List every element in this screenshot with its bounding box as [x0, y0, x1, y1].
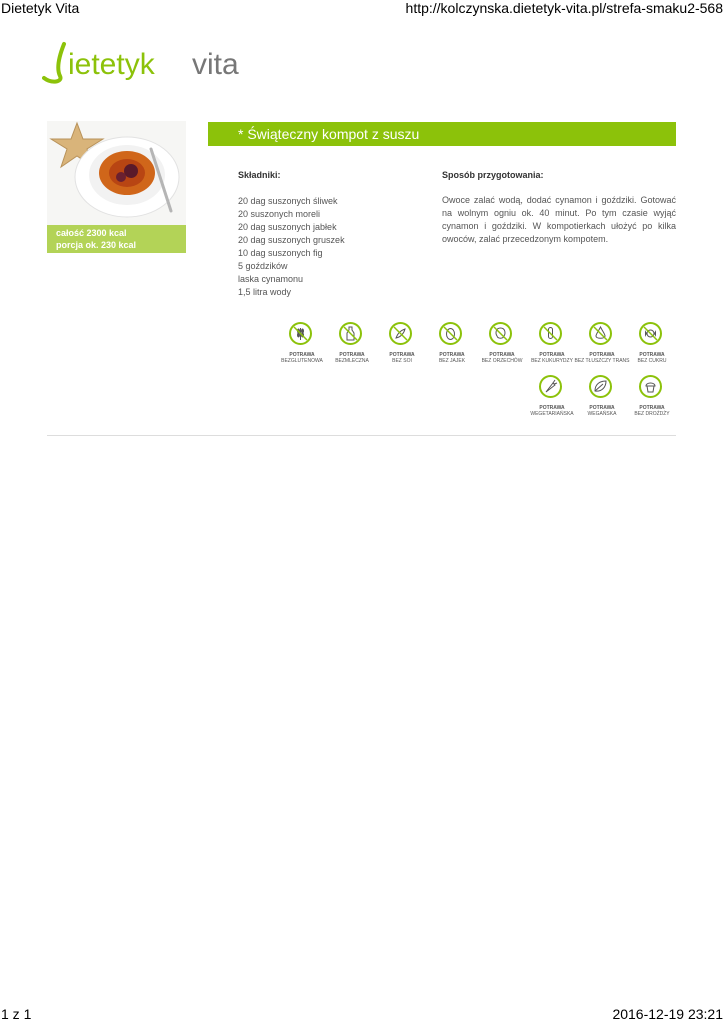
svg-text:vita: vita	[192, 48, 239, 81]
muffin-icon	[642, 378, 659, 395]
print-footer-datetime: 2016-12-19 23:21	[612, 1006, 723, 1022]
wheat-icon	[292, 325, 309, 342]
badge-yeast-free: POTRAWA BEZ DROŻDŻY	[629, 375, 675, 425]
badge-egg-free: POTRAWA BEZ JAJEK	[429, 322, 475, 372]
soy-icon	[392, 325, 409, 342]
milk-bottle-icon	[342, 325, 359, 342]
corn-icon	[542, 325, 559, 342]
badge-dairy-free: POTRAWA BEZMLECZNA	[329, 322, 375, 372]
ingredients-heading: Składniki:	[238, 170, 281, 180]
ingredient-item: 20 dag suszonych śliwek	[238, 196, 338, 206]
print-header-title: Dietetyk Vita	[1, 0, 80, 16]
carrot-icon	[542, 378, 559, 395]
badge-soy-free: POTRAWA BEZ SOI	[379, 322, 425, 372]
badge-nut-free: POTRAWA BEZ ORZECHÓW	[479, 322, 525, 372]
leaf-icon	[592, 378, 609, 395]
kcal-portion: porcja ok. 230 kcal	[56, 240, 137, 250]
kcal-box	[47, 225, 186, 253]
print-footer-page: 1 z 1	[1, 1006, 32, 1022]
badge-gluten-free: POTRAWA BEZGLUTENOWA	[279, 322, 325, 372]
site-logo[interactable]	[42, 40, 252, 86]
recipe-title: * Świąteczny kompot z suszu	[208, 122, 676, 146]
ingredient-item: 10 dag suszonych fig	[238, 248, 323, 258]
badge-sugar-free: POTRAWA BEZ CUKRU	[629, 322, 675, 372]
ingredient-item: 1,5 litra wody	[238, 287, 292, 297]
egg-icon	[442, 325, 459, 342]
candy-icon	[642, 325, 659, 342]
kcal-total: całość 2300 kcal	[56, 228, 127, 238]
badge-vegan: POTRAWA WEGAŃSKA	[579, 375, 625, 425]
ingredient-item: 20 dag suszonych jabłek	[238, 222, 337, 232]
ingredient-item: 20 suszonych moreli	[238, 209, 321, 219]
print-header-url: http://kolczynska.dietetyk-vita.pl/strefa-smaku2-568	[405, 0, 723, 16]
badge-vegetarian: POTRAWA WEGETARIAŃSKA	[529, 375, 575, 425]
preparation-text: Owoce zalać wodą, dodać cynamon i goździki. Gotować na wolnym ogniu ok. 40 minut. Po tym czasie wyjąć cynamon i goździki. W kompotierkach ułożyć po kilka owoców, zalać przecedzonym kompotem.	[442, 195, 676, 244]
ingredients-list	[238, 195, 345, 299]
section-divider	[47, 435, 676, 436]
ingredient-item: 5 goździków	[238, 261, 288, 271]
logo-graphic	[42, 40, 252, 86]
recipe-photo	[47, 121, 186, 225]
preparation-heading: Sposób przygotowania:	[442, 170, 544, 180]
svg-text:ietetyk: ietetyk	[68, 48, 155, 81]
badge-trans-fat-free: POTRAWA BEZ TŁUSZCZY TRANS	[579, 322, 625, 372]
ingredient-item: 20 dag suszonych gruszek	[238, 235, 345, 245]
ingredient-item: laska cynamonu	[238, 274, 304, 284]
badge-corn-free: POTRAWA BEZ KUKURYDZY	[529, 322, 575, 372]
diet-badges	[279, 322, 679, 422]
nut-icon	[492, 325, 509, 342]
oil-drop-icon	[592, 325, 609, 342]
